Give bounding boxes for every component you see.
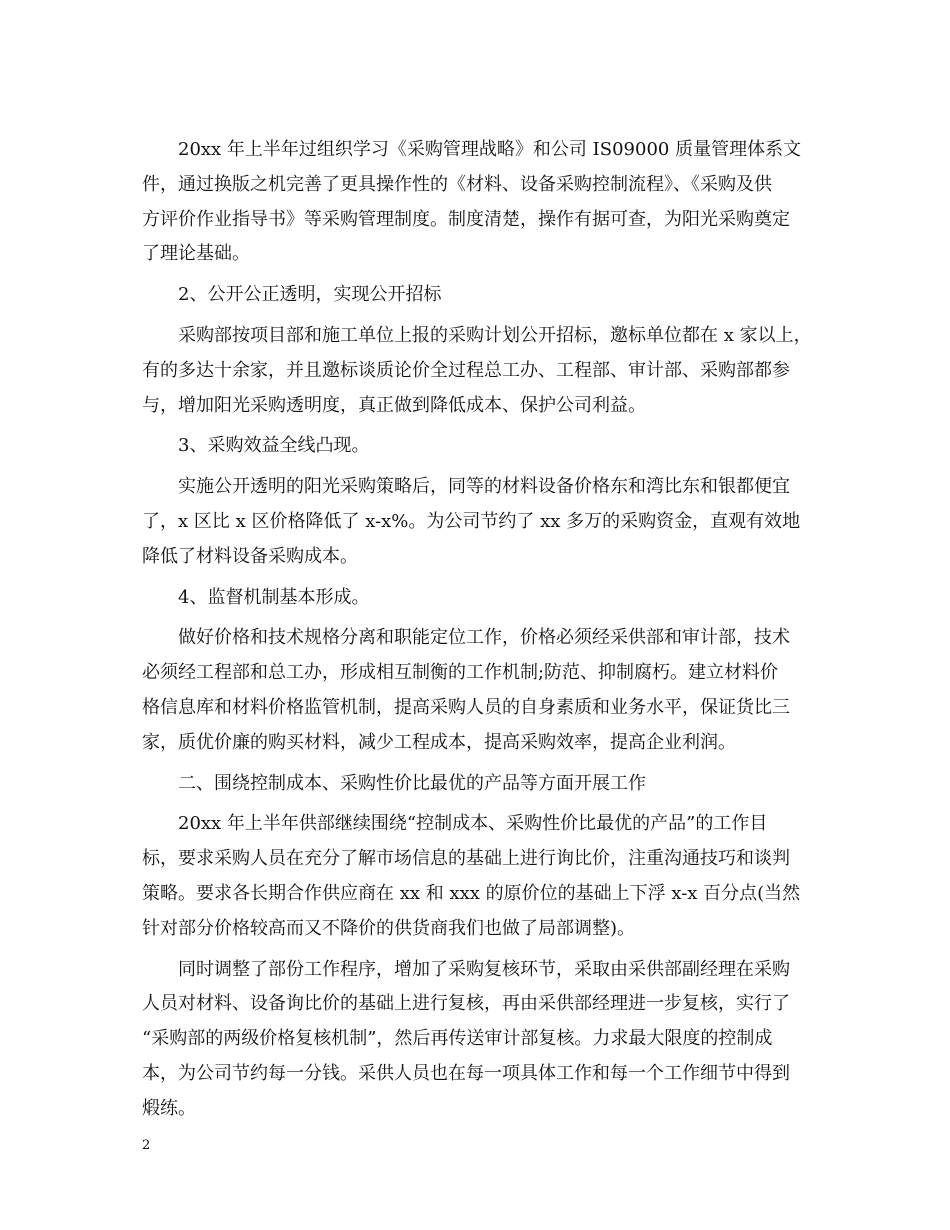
section-heading: 二、围绕控制成本、采购性价比最优的产品等方面开展工作 — [178, 772, 646, 794]
text-line: 有的多达十余家，并且邀标谈质论价全过程总工办、工程部、审计部、采购部都参 — [142, 359, 790, 381]
text-line: 必须经工程部和总工办，形成相互制衡的工作机制;防范、抑制腐朽。建立材料价 — [142, 662, 779, 684]
text-line: 人员对材料、设备询比价的基础上进行复核，再由采供部经理进一步复核，实行了 — [142, 993, 790, 1015]
heading-cost-control — [142, 767, 820, 802]
text-line: 件，通过换版之机完善了更具操作性的《材料、设备采购控制流程》、《采购及供 — [142, 173, 772, 195]
text-line: 20xx 年上半年供部继续围绕“控制成本、采购性价比最优的产品”的工作目 — [178, 813, 768, 835]
text-line: 20xx 年上半年过组织学习《采购管理战略》和公司 IS09000 质量管理体系文 — [178, 139, 802, 160]
heading-procurement-benefit — [142, 429, 820, 464]
heading-supervision — [142, 581, 820, 616]
paragraph-review-process — [142, 953, 820, 1127]
text-line: 标，要求采购人员在充分了解市场信息的基础上进行询比价，注重沟通技巧和谈判 — [142, 848, 790, 870]
section-heading: 3、采购效益全线凸现。 — [178, 435, 370, 457]
text-line: 降低了材料设备采购成本。 — [142, 545, 358, 567]
text-line: 煅练。 — [142, 1097, 196, 1119]
text-line: 采购部按项目部和施工单位上报的采购计划公开招标，邀标单位都在 x 家以上， — [178, 324, 812, 346]
text-line: 家，质优价廉的购买材料，减少工程成本，提高采购效率，提高企业利润。 — [142, 731, 736, 753]
heading-open-tender — [142, 278, 820, 313]
paragraph-procurement-system — [142, 133, 820, 272]
text-line: 格信息库和材料价格监管机制，提高采购人员的自身素质和业务水平，保证货比三 — [142, 696, 790, 718]
text-line: 实施公开透明的阳光采购策略后，同等的材料设备价格东和湾比东和银都便宜 — [178, 476, 790, 498]
text-line: 同时调整了部份工作程序，增加了采购复核环节，采取由采供部副经理在采购 — [178, 958, 790, 980]
text-line: 做好价格和技术规格分离和职能定位工作，价格必须经采供部和审计部，技术 — [178, 627, 790, 649]
paragraph-open-tender — [142, 319, 820, 423]
section-heading: 2、公开公正透明，实现公开招标 — [178, 284, 442, 306]
text-line: 与，增加阳光采购透明度，真正做到降低成本、保护公司利益。 — [142, 394, 646, 416]
paragraph-cost-control — [142, 807, 820, 946]
paragraph-supervision — [142, 621, 820, 760]
document-body — [142, 133, 820, 1127]
text-line: 针对部分价格较高而又不降价的供货商我们也做了局部调整)。 — [142, 917, 636, 939]
page-number: 2 — [142, 1138, 151, 1153]
text-line: “采购部的两级价格复核机制”，然后再传送审计部复核。力求最大限度的控制成 — [142, 1028, 773, 1050]
text-line: 了理论基础。 — [142, 243, 250, 265]
paragraph-procurement-benefit — [142, 470, 820, 574]
text-line: 策略。要求各长期合作供应商在 xx 和 xxx 的原价位的基础上下浮 x-x 百分点(当然 — [142, 882, 801, 904]
text-line: 了，x 区比 x 区价格降低了 x-x%。为公司节约了 xx 多万的采购资金，直观有效地 — [142, 510, 801, 532]
text-line: 方评价作业指导书》等采购管理制度。制度清楚，操作有据可查，为阳光采购奠定 — [142, 208, 790, 230]
text-line: 本，为公司节约每一分钱。采供人员也在每一项具体工作和每一个工作细节中得到 — [142, 1062, 790, 1084]
section-heading: 4、监督机制基本形成。 — [178, 586, 370, 608]
